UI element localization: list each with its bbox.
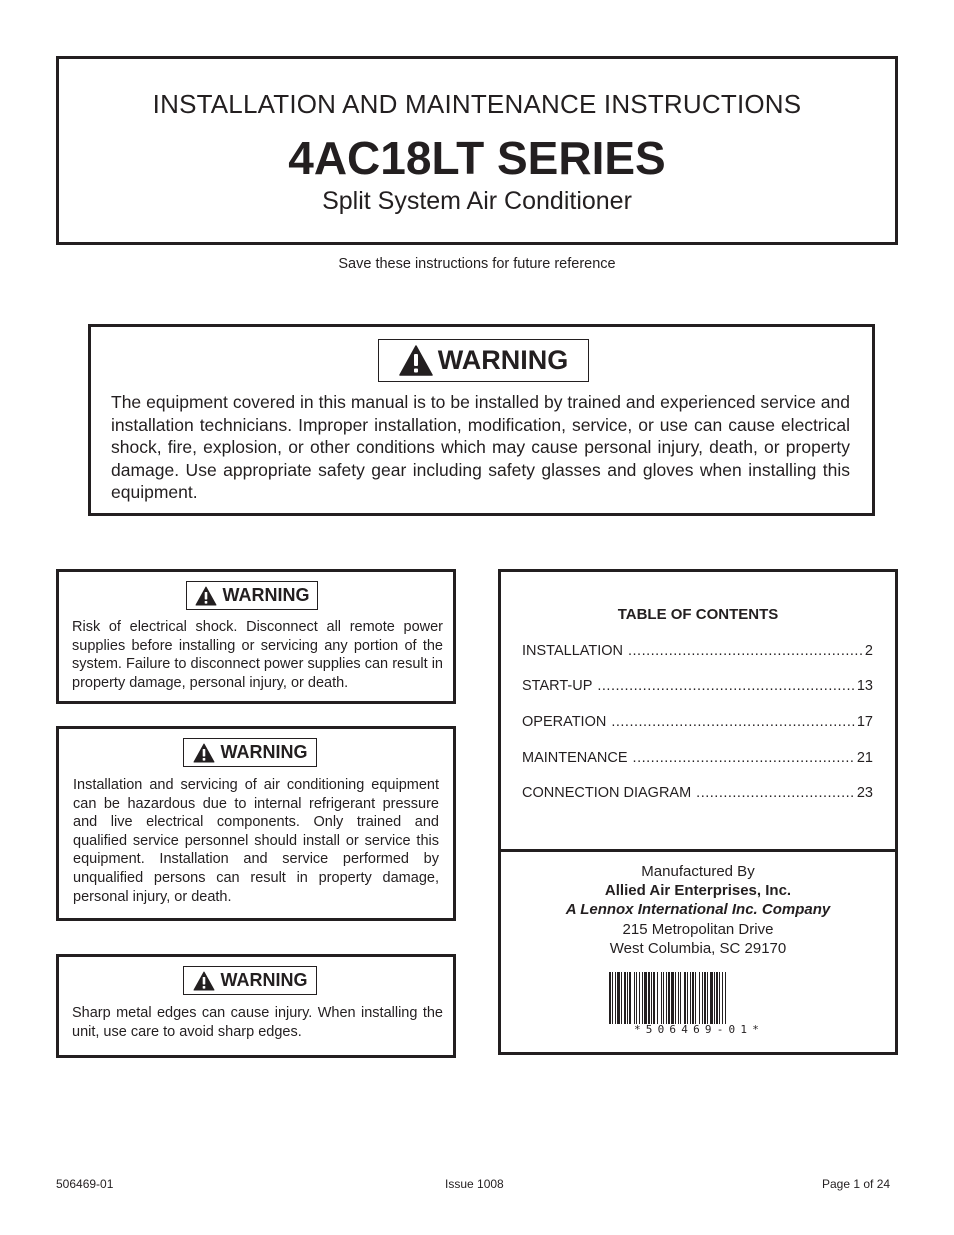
toc-item-label: INSTALLATION bbox=[522, 643, 623, 659]
main-warning-text: The equipment covered in this manual is to be installed by trained and experienced service and installation technicians. Improper installation, modification, service, or use can cause electrical shock, fire, explosion, or other conditions which may cause personal injury, death, or property damage. Use appropriate safety gear including safety glasses and gloves when installing this equipment. bbox=[111, 392, 850, 503]
manufacturer-info bbox=[501, 862, 895, 958]
warning-badge bbox=[186, 581, 318, 610]
barcode-bar bbox=[680, 972, 681, 1024]
warning-text-electrical: Risk of electrical shock. Disconnect all remote power supplies before installing or servicing any portion of the system. Failure to disconnect power supplies can result in property damage, personal injury, or death. bbox=[72, 619, 443, 691]
barcode-bar bbox=[690, 972, 691, 1024]
main-warning-label: WARNING bbox=[437, 345, 569, 375]
barcode-bar bbox=[639, 972, 640, 1024]
toc-item-installation[interactable] bbox=[522, 643, 873, 659]
toc-item-page: 23 bbox=[856, 785, 873, 801]
barcode-text: *506469-01* bbox=[633, 1023, 765, 1036]
barcode-bar bbox=[671, 972, 674, 1024]
toc-item-maintenance[interactable] bbox=[522, 750, 873, 766]
barcode-bar bbox=[702, 972, 703, 1024]
warning-label: WARNING bbox=[220, 970, 308, 990]
footer-issue: Issue 1008 bbox=[445, 1177, 504, 1191]
company-name: Allied Air Enterprises, Inc. bbox=[604, 882, 792, 900]
barcode-bar bbox=[615, 972, 616, 1024]
barcode-bar bbox=[651, 972, 652, 1024]
parent-company: A Lennox International Inc. Company bbox=[565, 901, 831, 919]
barcode-bar bbox=[636, 972, 637, 1024]
barcode-bar bbox=[644, 972, 647, 1024]
barcode-bar bbox=[714, 972, 715, 1024]
barcode-bar bbox=[642, 972, 643, 1024]
barcode-bar bbox=[648, 972, 650, 1024]
barcode-bar bbox=[621, 972, 622, 1024]
main-warning-box bbox=[88, 324, 875, 516]
barcode-bar bbox=[629, 972, 631, 1024]
footer-doc-number: 506469-01 bbox=[56, 1177, 114, 1191]
barcode-bar bbox=[704, 972, 706, 1024]
barcode-bar bbox=[634, 972, 635, 1024]
barcode-bar bbox=[692, 972, 694, 1024]
warning-text-refrigerant: Installation and servicing of air conditioning equipment can be hazardous due to internal refrigerant pressure and live electrical components. Only trained and qualified service personnel should install or service this equipment. Installation and service performed by unqualified persons can result in property damage, personal injury, or death. bbox=[73, 777, 439, 905]
barcode-bar bbox=[675, 972, 676, 1024]
warning-label: WARNING bbox=[220, 742, 308, 762]
barcode bbox=[609, 972, 789, 1024]
toc-item-connection-diagram[interactable] bbox=[522, 785, 873, 801]
barcode-bar bbox=[609, 972, 611, 1024]
toc-item-page: 21 bbox=[856, 750, 873, 766]
toc-item-label: START-UP bbox=[522, 678, 593, 694]
barcode-bar bbox=[661, 972, 662, 1024]
barcode-bar bbox=[624, 972, 626, 1024]
product-description: Split System Air Conditioner bbox=[322, 187, 632, 215]
toc-item-label: MAINTENANCE bbox=[522, 750, 628, 766]
toc-item-page: 17 bbox=[856, 714, 873, 730]
barcode-bar bbox=[612, 972, 613, 1024]
barcode-bar bbox=[710, 972, 713, 1024]
barcode-bar bbox=[657, 972, 658, 1024]
warning-badge bbox=[183, 966, 317, 995]
barcode-bar bbox=[716, 972, 718, 1024]
barcode-bar bbox=[699, 972, 700, 1024]
warning-box-electrical bbox=[56, 569, 456, 704]
warning-label: WARNING bbox=[222, 585, 310, 605]
barcode-bar bbox=[666, 972, 667, 1024]
toc-item-operation[interactable] bbox=[522, 714, 873, 730]
warning-box-refrigerant bbox=[56, 726, 456, 921]
barcode-bar bbox=[684, 972, 686, 1024]
toc-item-page: 13 bbox=[856, 678, 873, 694]
barcode-bar bbox=[678, 972, 679, 1024]
warning-triangle-icon bbox=[399, 345, 433, 376]
divider bbox=[501, 849, 895, 852]
warning-badge bbox=[183, 738, 317, 767]
barcode-bar bbox=[668, 972, 670, 1024]
barcode-bar bbox=[719, 972, 720, 1024]
product-series: 4AC18LT SERIES bbox=[288, 132, 666, 184]
barcode-bar bbox=[695, 972, 696, 1024]
barcode-bar bbox=[663, 972, 664, 1024]
toc-item-label: OPERATION bbox=[522, 714, 607, 730]
save-note: Save these instructions for future reference bbox=[338, 256, 616, 272]
footer-page: Page 1 of 24 bbox=[822, 1177, 891, 1191]
barcode-bar bbox=[725, 972, 726, 1024]
city-state-zip: West Columbia, SC 29170 bbox=[609, 939, 787, 957]
title-box bbox=[56, 56, 898, 245]
toc-item-label: CONNECTION DIAGRAM bbox=[522, 785, 692, 801]
warning-box-sharp-edges bbox=[56, 954, 456, 1058]
street-address: 215 Metropolitan Drive bbox=[622, 920, 774, 938]
table-of-contents-box bbox=[498, 569, 898, 1055]
barcode-bar bbox=[687, 972, 688, 1024]
barcode-bar bbox=[722, 972, 723, 1024]
barcode-bar bbox=[653, 972, 655, 1024]
warning-triangle-icon bbox=[193, 743, 215, 763]
document-type: INSTALLATION AND MAINTENANCE INSTRUCTIONS bbox=[152, 89, 802, 119]
warning-triangle-icon bbox=[195, 586, 217, 606]
manufactured-by: Manufactured By bbox=[641, 863, 755, 880]
warning-text-sharp-edges: Sharp metal edges can cause injury. When installing the unit, use care to avoid sharp edges. bbox=[72, 1005, 443, 1040]
toc-title: TABLE OF CONTENTS bbox=[617, 606, 779, 623]
barcode-bar bbox=[707, 972, 708, 1024]
toc-item-start-up[interactable] bbox=[522, 678, 873, 694]
main-warning-badge bbox=[378, 339, 589, 382]
warning-triangle-icon bbox=[193, 971, 215, 991]
barcode-bar bbox=[617, 972, 620, 1024]
toc-item-page: 2 bbox=[864, 643, 873, 659]
barcode-bar bbox=[627, 972, 628, 1024]
